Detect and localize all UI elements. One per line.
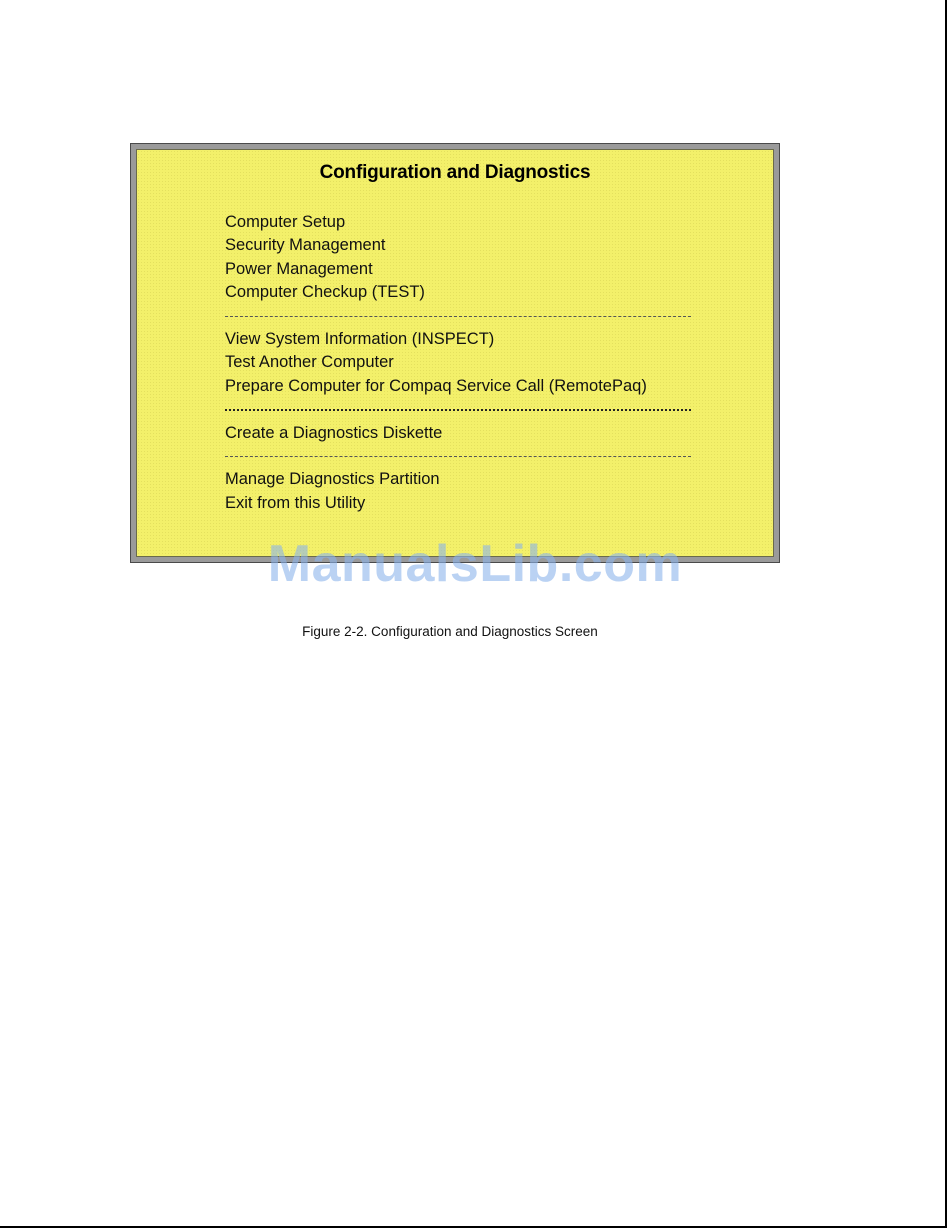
menu-item-computer-setup[interactable]: Computer Setup	[225, 213, 346, 231]
figure-caption: Figure 2-2. Configuration and Diagnostics Screen	[302, 624, 598, 639]
menu-separator	[225, 305, 695, 328]
diagnostics-screen	[136, 149, 774, 557]
menu-item-power-management[interactable]: Power Management	[225, 259, 373, 278]
menu-item-prepare-service-call[interactable]: Prepare Computer for Compaq Service Call (RemotePaq)	[225, 376, 647, 395]
menu-item-exit-utility[interactable]: Exit from this Utility	[225, 493, 366, 512]
menu-item-computer-checkup[interactable]: Computer Checkup (TEST)	[225, 283, 425, 302]
watermark: ManualsLib.com	[267, 535, 683, 593]
main-menu	[225, 211, 695, 515]
screen-title: Configuration and Diagnostics	[319, 162, 591, 183]
menu-item-create-diagnostics-diskette[interactable]: Create a Diagnostics Diskette	[225, 423, 443, 442]
menu-separator	[225, 398, 695, 421]
menu-item-test-another-computer[interactable]: Test Another Computer	[225, 353, 394, 372]
diagnostics-screen-frame	[130, 143, 780, 563]
menu-item-view-system-information[interactable]: View System Information (INSPECT)	[225, 329, 495, 348]
menu-item-manage-diagnostics-partition[interactable]: Manage Diagnostics Partition	[225, 470, 440, 489]
menu-item-security-management[interactable]: Security Management	[225, 236, 386, 255]
menu-separator	[225, 445, 695, 468]
